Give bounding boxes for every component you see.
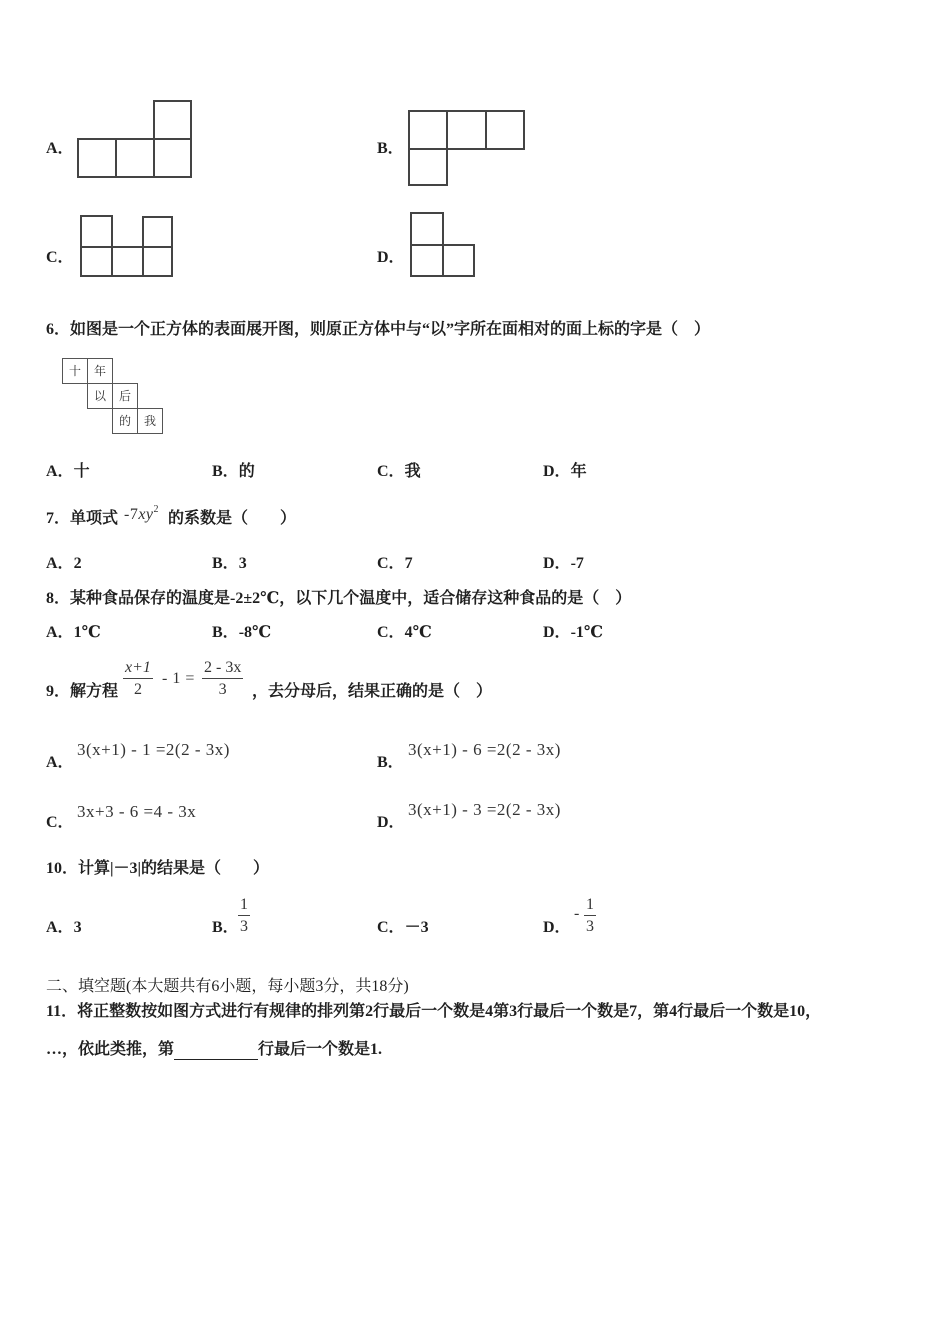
answer-blank bbox=[174, 1041, 258, 1060]
q9-option-d-formula: 3(x+1) - 3 =2(2 - 3x) bbox=[408, 800, 561, 819]
option-text: 7 bbox=[404, 555, 413, 572]
option-label: C． bbox=[377, 555, 405, 572]
square-cell bbox=[408, 148, 448, 186]
q6-option-d bbox=[543, 462, 587, 482]
option-text: 4℃ bbox=[404, 624, 432, 641]
option-label: A． bbox=[46, 463, 74, 480]
q8-option-b bbox=[212, 623, 271, 643]
q8-stem: 8．某种食品保存的温度是-2±2℃，以下几个温度中，适合储存这种食品的是（ ） bbox=[46, 590, 632, 607]
net-cell: 年 bbox=[87, 358, 113, 384]
option-label: B． bbox=[377, 754, 404, 771]
option-text: -7 bbox=[570, 555, 584, 572]
square-cell bbox=[408, 110, 448, 150]
q7-monomial bbox=[124, 500, 159, 525]
fraction-denominator: 3 bbox=[240, 918, 248, 935]
square-cell bbox=[442, 244, 475, 277]
q9-suffix: ，去分母后，结果正确的是（ ） bbox=[252, 683, 493, 700]
q10-option-c bbox=[377, 918, 429, 938]
option-label: D． bbox=[377, 249, 405, 266]
option-label: D． bbox=[377, 814, 405, 831]
option-label: B． bbox=[212, 919, 239, 936]
q10-option-d-sign: - bbox=[574, 905, 580, 922]
q7-option-b bbox=[212, 554, 247, 574]
fraction-numerator: 2 - 3x bbox=[202, 657, 243, 679]
q9-equation-middle: - 1 = bbox=[162, 670, 195, 687]
q6-option-a bbox=[46, 462, 90, 482]
fraction-denominator: 3 bbox=[586, 918, 594, 935]
square-cell bbox=[142, 246, 173, 277]
q8-option-c bbox=[377, 623, 432, 643]
net-cell: 后 bbox=[112, 383, 138, 409]
q11-text-after-blank: 行最后一个数是1. bbox=[258, 1041, 383, 1058]
q7-option-d bbox=[543, 554, 584, 574]
square-cell bbox=[410, 212, 444, 246]
net-cell: 十 bbox=[62, 358, 88, 384]
fraction-denominator: 2 bbox=[133, 681, 142, 698]
option-label: A． bbox=[46, 555, 74, 572]
q6-option-b bbox=[212, 462, 255, 482]
q7-option-a bbox=[46, 554, 82, 574]
option-label: D． bbox=[543, 624, 571, 641]
q9-option-c-formula: 3x+3 - 6 =4 - 3x bbox=[77, 802, 197, 821]
q11-line2 bbox=[46, 1040, 382, 1060]
fraction-numerator: 1 bbox=[238, 894, 250, 916]
monomial-variables: xy bbox=[138, 506, 154, 523]
q8-option-d bbox=[543, 623, 603, 643]
q9-rhs-fraction bbox=[202, 657, 243, 701]
monomial-exponent: 2 bbox=[153, 504, 160, 515]
option-label: B． bbox=[212, 463, 239, 480]
square-cell bbox=[485, 110, 525, 150]
monomial-coefficient: -7 bbox=[124, 506, 139, 523]
square-cell bbox=[410, 244, 444, 277]
q9-prefix: 9．解方程 bbox=[46, 683, 119, 700]
square-cell bbox=[80, 215, 113, 248]
option-label: B． bbox=[212, 555, 239, 572]
option-text: 我 bbox=[404, 463, 421, 480]
square-cell bbox=[111, 246, 144, 277]
square-cell bbox=[142, 216, 173, 248]
q11-text-before-blank: …，依此类推，第 bbox=[46, 1041, 175, 1058]
option-label: B． bbox=[377, 140, 404, 157]
option-text: －3 bbox=[404, 919, 429, 936]
square-cell bbox=[153, 138, 192, 178]
option-text: -1℃ bbox=[570, 624, 604, 641]
q10-option-a bbox=[46, 918, 82, 938]
option-text: 3 bbox=[238, 555, 247, 572]
square-cell bbox=[115, 138, 155, 178]
q8-option-a bbox=[46, 623, 101, 643]
option-label: B． bbox=[212, 624, 239, 641]
q9-option-b-formula: 3(x+1) - 6 =2(2 - 3x) bbox=[408, 740, 561, 759]
square-cell bbox=[80, 246, 113, 277]
q6-option-c bbox=[377, 462, 421, 482]
option-label: C． bbox=[377, 919, 405, 936]
q7-prefix: 7．单项式 bbox=[46, 510, 119, 527]
section-heading: 二、填空题(本大题共有6小题，每小题3分，共18分) bbox=[46, 978, 409, 995]
option-text: 年 bbox=[570, 463, 587, 480]
square-cell bbox=[153, 100, 192, 140]
option-label: A． bbox=[46, 754, 74, 771]
option-label: C． bbox=[377, 624, 405, 641]
q10-option-b-fraction bbox=[238, 894, 250, 938]
q11-line1: 11．将正整数按如图方式进行有规律的排列第2行最后一个数是4第3行最后一个数是7，第4行最后一个数是10， bbox=[46, 1003, 822, 1020]
net-cell: 我 bbox=[137, 408, 163, 434]
option-label: A． bbox=[46, 624, 74, 641]
q6-stem: 6．如图是一个正方体的表面展开图，则原正方体中与“以”字所在面相对的面上标的字是（ ） bbox=[46, 321, 711, 338]
option-label: A． bbox=[46, 919, 74, 936]
option-text: 十 bbox=[73, 463, 90, 480]
option-label: A． bbox=[46, 140, 74, 157]
option-label: C． bbox=[46, 249, 74, 266]
option-text: 2 bbox=[73, 555, 82, 572]
q10-option-d-fraction bbox=[584, 894, 596, 938]
option-label: C． bbox=[46, 814, 74, 831]
net-cell: 的 bbox=[112, 408, 138, 434]
q9-option-a-formula: 3(x+1) - 1 =2(2 - 3x) bbox=[77, 740, 230, 759]
q7-option-c bbox=[377, 554, 413, 574]
square-cell bbox=[446, 110, 487, 150]
q9-lhs-fraction bbox=[123, 657, 153, 701]
option-text: 3 bbox=[73, 919, 82, 936]
option-text: -8℃ bbox=[238, 624, 272, 641]
option-label: D． bbox=[543, 919, 571, 936]
net-cell: 以 bbox=[87, 383, 113, 409]
fraction-denominator: 3 bbox=[218, 681, 227, 698]
fraction-numerator: 1 bbox=[584, 894, 596, 916]
q7-suffix: 的系数是（ ） bbox=[168, 510, 297, 527]
option-label: D． bbox=[543, 463, 571, 480]
q10-stem: 10．计算|－3|的结果是（ ） bbox=[46, 860, 270, 877]
option-label: D． bbox=[543, 555, 571, 572]
option-text: 1℃ bbox=[73, 624, 101, 641]
option-text: 的 bbox=[238, 463, 255, 480]
square-cell bbox=[77, 138, 117, 178]
fraction-numerator: x+1 bbox=[123, 657, 153, 679]
option-label: C． bbox=[377, 463, 405, 480]
